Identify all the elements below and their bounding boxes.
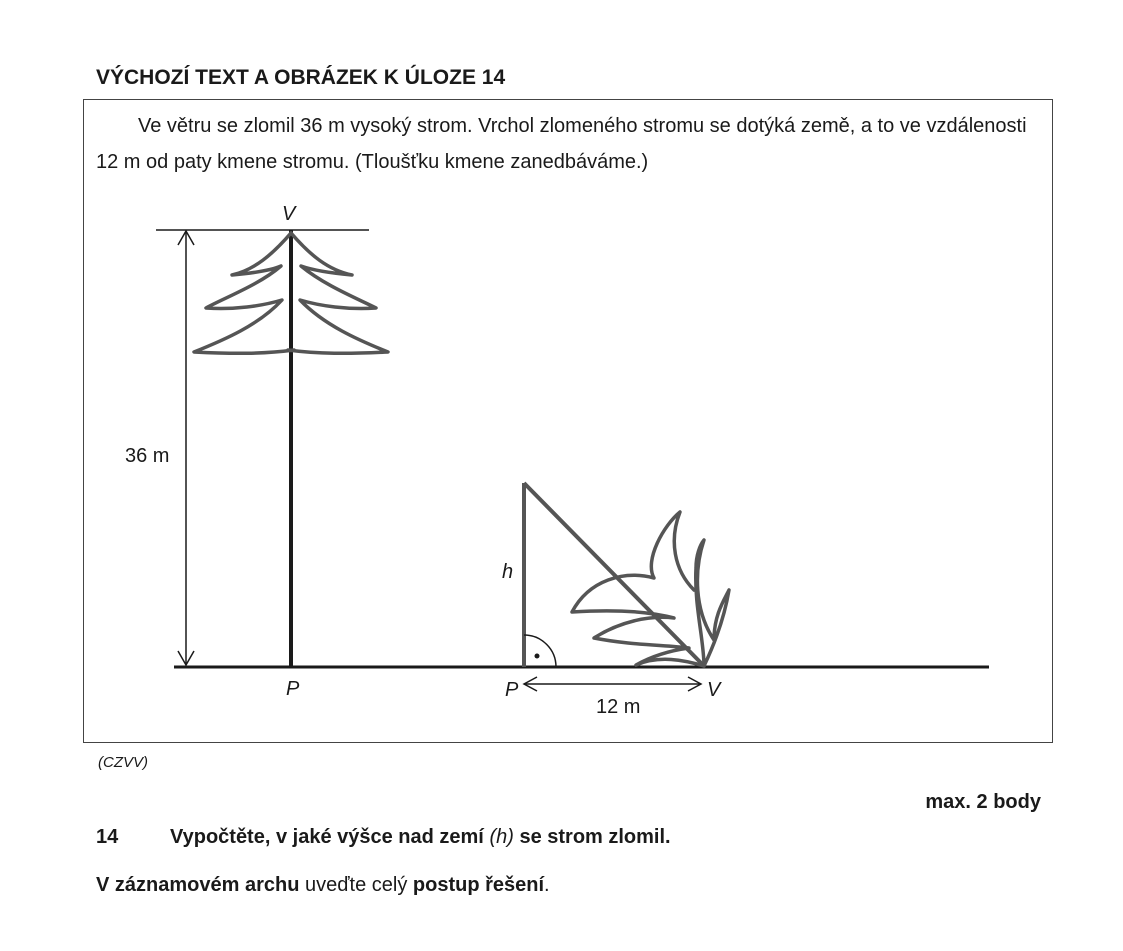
height-dimension-arrow (178, 231, 194, 665)
task-question (96, 826, 671, 849)
right-angle-dot (535, 654, 540, 659)
task-number: 14 (96, 826, 119, 848)
broken-tree-fallen-part (524, 483, 704, 666)
intact-tree-top-label: V (282, 203, 296, 225)
max-points: max. 2 body (925, 791, 1041, 813)
problem-box (83, 99, 1053, 743)
broken-tree-tip-label: V (707, 679, 721, 701)
broken-tree-foot-label: P (505, 679, 519, 701)
right-angle-arc (524, 635, 556, 667)
distance-label-12m: 12 m (596, 696, 641, 718)
intro-text: Ve větru se zlomil 36 m vysoký strom. Vrchol zlomeného stromu se dotýká země, a to ve vzdálenosti 12 m od paty kmene stromu. (Tloušťku kmene zanedbáváme.) (96, 115, 1027, 173)
intact-tree (194, 230, 388, 667)
source-credit: (CZVV) (98, 754, 148, 771)
height-label-36m: 36 m (125, 445, 170, 467)
broken-tree-crown (572, 512, 729, 666)
instruction-part1: V záznamovém archu (96, 874, 300, 896)
instruction-line (96, 874, 550, 897)
distance-dimension-arrow (524, 677, 701, 691)
intact-tree-foot-label: P (286, 678, 300, 700)
instruction-part3: postup řešení (412, 874, 545, 896)
broken-tree (524, 483, 729, 667)
task-text-after: se strom zlomil. (519, 826, 671, 848)
tree-figure (84, 100, 1054, 744)
task-text-before: Vypočtěte, v jaké výšce nad zemí (170, 826, 484, 848)
task-variable: (h) (489, 826, 514, 848)
instruction-part2: uveďte celý (299, 874, 413, 896)
h-label: h (502, 561, 514, 583)
instruction-part4: . (544, 874, 550, 896)
section-heading: VÝCHOZÍ TEXT A OBRÁZEK K ÚLOZE 14 (96, 66, 506, 89)
